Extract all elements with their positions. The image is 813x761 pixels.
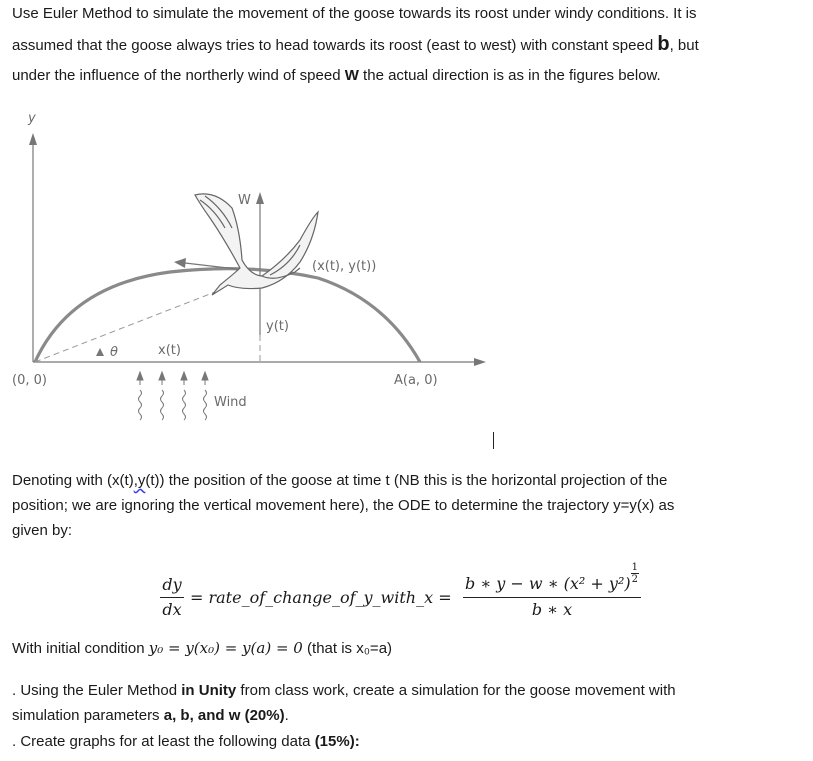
origin-label: (0, 0) xyxy=(12,373,47,388)
rhs-fraction-line xyxy=(463,597,641,598)
task-1-end: from class work, create a simulation for the goose movement with xyxy=(236,682,676,699)
intro-line-2-text: assumed that the goose always tries to head towards its roost (east to west) with constant speed xyxy=(12,37,658,54)
x-t-label: x(t) xyxy=(158,343,181,358)
initial-label: With initial condition xyxy=(12,640,149,657)
text-cursor xyxy=(493,432,494,449)
intro-line-2 xyxy=(12,29,802,61)
wind-arrow-3 xyxy=(181,372,187,420)
task-1-params-label: simulation parameters xyxy=(12,707,164,724)
task-1-period: . xyxy=(284,707,289,724)
task-1-unity: in Unity xyxy=(181,682,237,699)
denoting-line-1 xyxy=(12,468,802,494)
theta-label: θ xyxy=(110,345,118,360)
task-1-line-1 xyxy=(12,678,802,704)
spellcheck-word: ,y xyxy=(133,472,146,489)
wind-arrow-head xyxy=(256,192,264,204)
task-2-text: . Create graphs for at least the following data xyxy=(12,733,315,750)
intro-line-2-end: , but xyxy=(669,37,699,54)
goose-trajectory-figure xyxy=(0,100,520,430)
task-1-line-2 xyxy=(12,703,802,729)
dy-dx-fraction-line xyxy=(160,597,184,598)
intro-line-3-end: the actual direction is as in the figures below. xyxy=(358,67,661,84)
equation-numerator xyxy=(465,562,641,593)
numerator-text: b ∗ y − w ∗ (x² + y²) xyxy=(465,574,631,593)
wind-arrow-2 xyxy=(159,372,165,420)
task-2 xyxy=(12,729,802,755)
point-a-label: A(a, 0) xyxy=(394,373,438,388)
exponent-num: 1 xyxy=(631,562,638,573)
exponent-half xyxy=(631,562,641,585)
y-axis-arrow xyxy=(29,133,37,145)
exponent-den: 2 xyxy=(631,574,638,585)
task-1-start: . Using the Euler Method xyxy=(12,682,182,699)
wind-arrow-4 xyxy=(202,372,208,420)
wind-top-label: W xyxy=(238,193,251,208)
intro-line-3 xyxy=(12,60,802,91)
goose-icon xyxy=(195,194,318,295)
y-axis-label: y xyxy=(28,111,36,126)
heading-arrow-head xyxy=(174,258,186,268)
equation-middle: = rate_of_change_of_y_with_x = xyxy=(190,588,452,607)
dx-denominator: dx xyxy=(162,600,182,619)
intro-line-3-text: under the influence of the northerly wind of speed xyxy=(12,67,345,84)
speed-b-symbol: b xyxy=(657,33,670,55)
task-2-weight: (15%): xyxy=(314,733,360,750)
wind-arrows xyxy=(137,372,208,420)
wind-label: Wind xyxy=(214,395,247,410)
wind-w-symbol: W xyxy=(344,67,359,84)
theta-arrow xyxy=(96,348,104,356)
wind-arrow-1 xyxy=(137,372,143,420)
denoting-line-1-end: (t)) the position of the goose at time t (NB this is the horizontal projection of the xyxy=(145,472,668,489)
initial-math: y₀ = y(x₀) = y(a) = 0 xyxy=(148,639,303,657)
dashed-position-line xyxy=(35,292,215,362)
intro-line-1: Use Euler Method to simulate the movement of the goose towards its roost under windy conditions. It is xyxy=(12,5,697,22)
dy-numerator: dy xyxy=(162,575,182,594)
task-1-params: a, b, and w (20%) xyxy=(163,707,285,724)
position-label: (x(t), y(t)) xyxy=(312,259,377,274)
x-axis-arrow xyxy=(474,358,486,366)
initial-note: (that is x₀=a) xyxy=(302,640,393,657)
denoting-line-2: position; we are ignoring the vertical movement here), the ODE to determine the trajectory y=y(x) as xyxy=(12,497,675,514)
equation-denominator: b ∗ x xyxy=(531,600,573,619)
denoting-line-3: given by: xyxy=(12,522,73,539)
y-t-label: y(t) xyxy=(266,319,289,334)
denoting-line-1-start: Denoting with (x(t) xyxy=(12,472,134,489)
initial-condition xyxy=(12,633,802,664)
